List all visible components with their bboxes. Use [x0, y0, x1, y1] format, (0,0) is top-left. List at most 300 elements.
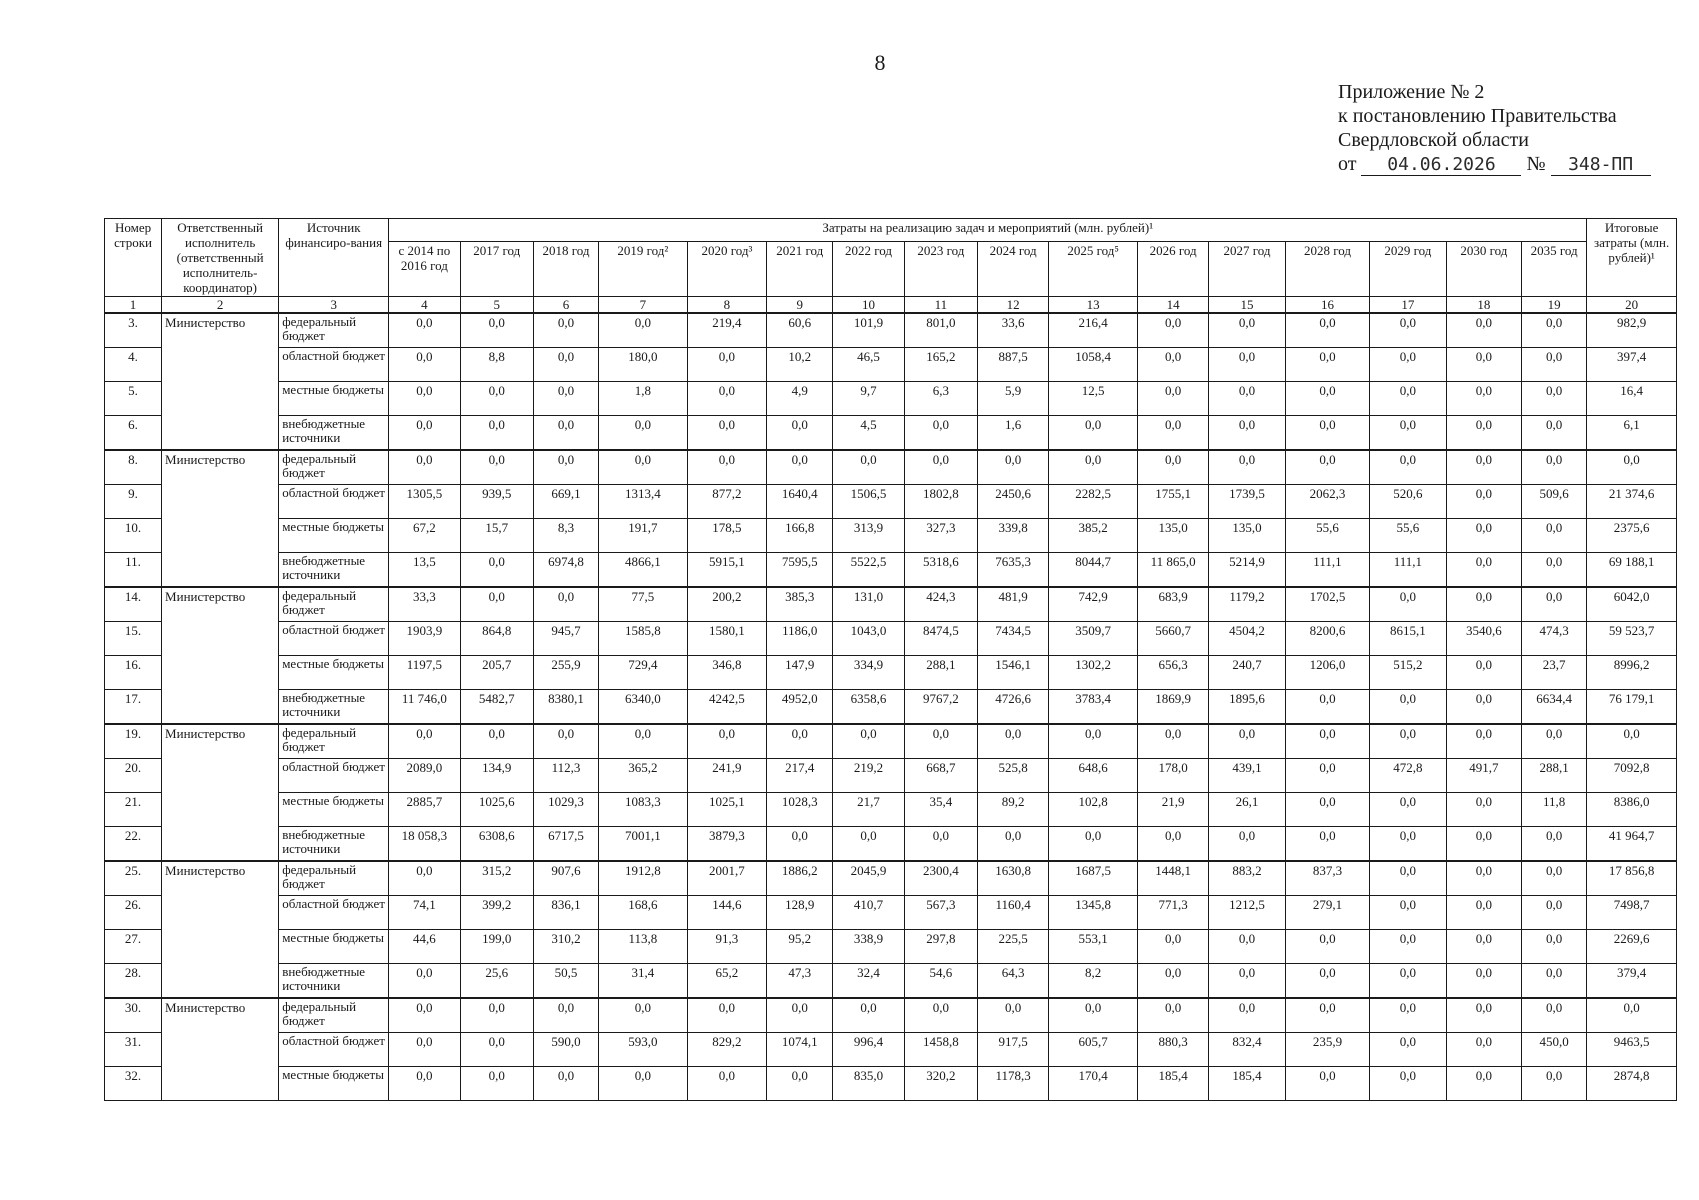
value-cell: 1025,6 [460, 793, 533, 827]
executor-cell: Министерство [162, 450, 279, 587]
value-cell: 180,0 [599, 348, 688, 382]
column-number: 2 [162, 297, 279, 314]
value-cell: 135,0 [1137, 519, 1208, 553]
value-cell: 77,5 [599, 587, 688, 622]
value-cell: 33,6 [978, 313, 1049, 348]
value-cell: 6634,4 [1522, 690, 1587, 725]
value-cell: 23,7 [1522, 656, 1587, 690]
header-total: Итоговые затраты (млн. рублей)¹ [1587, 219, 1677, 297]
header-year: 2019 год² [599, 242, 688, 297]
value-cell: 178,5 [687, 519, 766, 553]
value-cell: 240,7 [1209, 656, 1285, 690]
value-cell: 0,0 [389, 1067, 460, 1101]
value-cell: 0,0 [1049, 827, 1138, 862]
value-cell: 0,0 [389, 416, 460, 451]
value-cell: 205,7 [460, 656, 533, 690]
value-cell: 0,0 [533, 313, 598, 348]
value-cell: 4504,2 [1209, 622, 1285, 656]
value-cell: 0,0 [1446, 485, 1521, 519]
table-row [105, 964, 1677, 999]
header-year: 2028 год [1285, 242, 1370, 297]
source-cell: областной бюджет [279, 1033, 389, 1067]
value-cell: 0,0 [978, 450, 1049, 485]
cost-table [104, 218, 1677, 1101]
total-cell: 16,4 [1587, 382, 1677, 416]
value-cell: 1640,4 [767, 485, 833, 519]
value-cell: 0,0 [1209, 827, 1285, 862]
total-cell: 7092,8 [1587, 759, 1677, 793]
value-cell: 491,7 [1446, 759, 1521, 793]
value-cell: 0,0 [1370, 348, 1446, 382]
value-cell: 0,0 [1137, 382, 1208, 416]
table-row [105, 416, 1677, 451]
column-number: 9 [767, 297, 833, 314]
row-number-cell: 30. [105, 998, 162, 1033]
value-cell: 1074,1 [767, 1033, 833, 1067]
value-cell: 0,0 [1446, 1033, 1521, 1067]
header-year: 2022 год [833, 242, 904, 297]
value-cell: 5660,7 [1137, 622, 1208, 656]
header-year: 2025 год⁵ [1049, 242, 1138, 297]
source-cell: областной бюджет [279, 485, 389, 519]
value-cell: 424,3 [904, 587, 977, 622]
value-cell: 0,0 [1370, 724, 1446, 759]
row-number-cell: 6. [105, 416, 162, 451]
column-number: 14 [1137, 297, 1208, 314]
value-cell: 0,0 [1522, 382, 1587, 416]
table-row [105, 1033, 1677, 1067]
value-cell: 11 865,0 [1137, 553, 1208, 588]
total-cell: 9463,5 [1587, 1033, 1677, 1067]
total-cell: 0,0 [1587, 724, 1677, 759]
value-cell: 525,8 [978, 759, 1049, 793]
value-cell: 185,4 [1137, 1067, 1208, 1101]
value-cell: 0,0 [1522, 998, 1587, 1033]
value-cell: 144,6 [687, 896, 766, 930]
value-cell: 0,0 [599, 313, 688, 348]
column-number: 15 [1209, 297, 1285, 314]
value-cell: 0,0 [1285, 998, 1370, 1033]
header-year: 2035 год [1522, 242, 1587, 297]
value-cell: 102,8 [1049, 793, 1138, 827]
value-cell: 439,1 [1209, 759, 1285, 793]
value-cell: 8474,5 [904, 622, 977, 656]
row-number-cell: 5. [105, 382, 162, 416]
value-cell: 0,0 [460, 998, 533, 1033]
value-cell: 0,0 [1446, 382, 1521, 416]
total-cell: 0,0 [1587, 450, 1677, 485]
value-cell: 338,9 [833, 930, 904, 964]
value-cell: 297,8 [904, 930, 977, 964]
value-cell: 3509,7 [1049, 622, 1138, 656]
value-cell: 0,0 [1370, 313, 1446, 348]
value-cell: 0,0 [1285, 416, 1370, 451]
value-cell: 1630,8 [978, 861, 1049, 896]
value-cell: 0,0 [460, 450, 533, 485]
header-source: Источник финансиро-вания [279, 219, 389, 297]
value-cell: 864,8 [460, 622, 533, 656]
total-cell: 8386,0 [1587, 793, 1677, 827]
value-cell: 2062,3 [1285, 485, 1370, 519]
table-row [105, 382, 1677, 416]
value-cell: 917,5 [978, 1033, 1049, 1067]
value-cell: 4726,6 [978, 690, 1049, 725]
value-cell: 0,0 [1209, 998, 1285, 1033]
value-cell: 1212,5 [1209, 896, 1285, 930]
value-cell: 3540,6 [1446, 622, 1521, 656]
value-cell: 26,1 [1209, 793, 1285, 827]
total-cell: 69 188,1 [1587, 553, 1677, 588]
value-cell: 0,0 [1446, 690, 1521, 725]
value-cell: 0,0 [389, 450, 460, 485]
row-number-cell: 11. [105, 553, 162, 588]
value-cell: 288,1 [1522, 759, 1587, 793]
decree-date: 04.06.2026 [1361, 155, 1521, 176]
value-cell: 0,0 [1137, 348, 1208, 382]
value-cell: 4952,0 [767, 690, 833, 725]
source-cell: местные бюджеты [279, 930, 389, 964]
header-costs: Затраты на реализацию задач и мероприятий (млн. рублей)¹ [389, 219, 1587, 242]
value-cell: 1585,8 [599, 622, 688, 656]
value-cell: 15,7 [460, 519, 533, 553]
value-cell: 128,9 [767, 896, 833, 930]
value-cell: 0,0 [389, 348, 460, 382]
source-cell: внебюджетные источники [279, 964, 389, 999]
value-cell: 2885,7 [389, 793, 460, 827]
value-cell: 1029,3 [533, 793, 598, 827]
column-number: 20 [1587, 297, 1677, 314]
value-cell: 219,4 [687, 313, 766, 348]
value-cell: 0,0 [1446, 964, 1521, 999]
table-row [105, 724, 1677, 759]
value-cell: 0,0 [599, 450, 688, 485]
row-number-cell: 15. [105, 622, 162, 656]
value-cell: 235,9 [1285, 1033, 1370, 1067]
source-cell: внебюджетные источники [279, 690, 389, 725]
table-row [105, 930, 1677, 964]
value-cell: 101,9 [833, 313, 904, 348]
value-cell: 320,2 [904, 1067, 977, 1101]
row-number-cell: 4. [105, 348, 162, 382]
source-cell: федеральный бюджет [279, 861, 389, 896]
value-cell: 0,0 [1209, 724, 1285, 759]
executor-cell: Министерство [162, 724, 279, 861]
from-label: от [1338, 153, 1357, 175]
value-cell: 1197,5 [389, 656, 460, 690]
value-cell: 11 746,0 [389, 690, 460, 725]
value-cell: 0,0 [1370, 827, 1446, 862]
value-cell: 0,0 [687, 382, 766, 416]
value-cell: 0,0 [1446, 896, 1521, 930]
value-cell: 1028,3 [767, 793, 833, 827]
value-cell: 0,0 [1137, 964, 1208, 999]
value-cell: 0,0 [533, 724, 598, 759]
value-cell: 4866,1 [599, 553, 688, 588]
value-cell: 996,4 [833, 1033, 904, 1067]
value-cell: 1313,4 [599, 485, 688, 519]
total-cell: 7498,7 [1587, 896, 1677, 930]
value-cell: 0,0 [1522, 348, 1587, 382]
row-number-cell: 27. [105, 930, 162, 964]
value-cell: 474,3 [1522, 622, 1587, 656]
value-cell: 801,0 [904, 313, 977, 348]
value-cell: 0,0 [1522, 519, 1587, 553]
value-cell: 1160,4 [978, 896, 1049, 930]
value-cell: 0,0 [1446, 348, 1521, 382]
value-cell: 18 058,3 [389, 827, 460, 862]
total-cell: 8996,2 [1587, 656, 1677, 690]
value-cell: 279,1 [1285, 896, 1370, 930]
value-cell: 310,2 [533, 930, 598, 964]
value-cell: 0,0 [1522, 964, 1587, 999]
value-cell: 65,2 [687, 964, 766, 999]
value-cell: 0,0 [1446, 1067, 1521, 1101]
value-cell: 0,0 [1446, 416, 1521, 451]
value-cell: 0,0 [904, 998, 977, 1033]
value-cell: 21,7 [833, 793, 904, 827]
value-cell: 0,0 [1137, 313, 1208, 348]
value-cell: 255,9 [533, 656, 598, 690]
value-cell: 0,0 [978, 827, 1049, 862]
total-cell: 0,0 [1587, 998, 1677, 1033]
value-cell: 0,0 [1522, 896, 1587, 930]
header-row-number: Номер строки [105, 219, 162, 297]
value-cell: 1025,1 [687, 793, 766, 827]
value-cell: 0,0 [767, 416, 833, 451]
value-cell: 3783,4 [1049, 690, 1138, 725]
value-cell: 7635,3 [978, 553, 1049, 588]
value-cell: 315,2 [460, 861, 533, 896]
value-cell: 0,0 [687, 416, 766, 451]
value-cell: 1448,1 [1137, 861, 1208, 896]
total-cell: 6,1 [1587, 416, 1677, 451]
value-cell: 0,0 [599, 416, 688, 451]
value-cell: 0,0 [1446, 313, 1521, 348]
value-cell: 0,0 [1446, 587, 1521, 622]
column-number: 17 [1370, 297, 1446, 314]
row-number-cell: 10. [105, 519, 162, 553]
value-cell: 0,0 [460, 1033, 533, 1067]
header-year: 2027 год [1209, 242, 1285, 297]
value-cell: 1302,2 [1049, 656, 1138, 690]
value-cell: 47,3 [767, 964, 833, 999]
total-cell: 21 374,6 [1587, 485, 1677, 519]
value-cell: 346,8 [687, 656, 766, 690]
row-number-cell: 25. [105, 861, 162, 896]
value-cell: 134,9 [460, 759, 533, 793]
value-cell: 8,3 [533, 519, 598, 553]
value-cell: 0,0 [1370, 964, 1446, 999]
value-cell: 0,0 [1137, 998, 1208, 1033]
value-cell: 64,3 [978, 964, 1049, 999]
column-number: 8 [687, 297, 766, 314]
value-cell: 0,0 [687, 724, 766, 759]
value-cell: 605,7 [1049, 1033, 1138, 1067]
value-cell: 0,0 [1285, 964, 1370, 999]
value-cell: 5318,6 [904, 553, 977, 588]
value-cell: 5915,1 [687, 553, 766, 588]
value-cell: 4242,5 [687, 690, 766, 725]
value-cell: 191,7 [599, 519, 688, 553]
table-row [105, 1067, 1677, 1101]
value-cell: 1083,3 [599, 793, 688, 827]
value-cell: 135,0 [1209, 519, 1285, 553]
value-cell: 0,0 [1446, 930, 1521, 964]
value-cell: 0,0 [1137, 416, 1208, 451]
value-cell: 1043,0 [833, 622, 904, 656]
value-cell: 907,6 [533, 861, 598, 896]
value-cell: 1755,1 [1137, 485, 1208, 519]
value-cell: 0,0 [687, 450, 766, 485]
value-cell: 0,0 [1285, 450, 1370, 485]
value-cell: 5,9 [978, 382, 1049, 416]
value-cell: 313,9 [833, 519, 904, 553]
value-cell: 0,0 [1137, 827, 1208, 862]
row-number-cell: 3. [105, 313, 162, 348]
source-cell: областной бюджет [279, 896, 389, 930]
table-row [105, 622, 1677, 656]
total-cell: 982,9 [1587, 313, 1677, 348]
value-cell: 6974,8 [533, 553, 598, 588]
value-cell: 168,6 [599, 896, 688, 930]
table-header [105, 219, 1677, 314]
header-year: 2030 год [1446, 242, 1521, 297]
row-number-cell: 22. [105, 827, 162, 862]
value-cell: 835,0 [833, 1067, 904, 1101]
executor-cell: Министерство [162, 587, 279, 724]
value-cell: 0,0 [767, 724, 833, 759]
total-cell: 2874,8 [1587, 1067, 1677, 1101]
value-cell: 1869,9 [1137, 690, 1208, 725]
value-cell: 0,0 [389, 313, 460, 348]
header-year: с 2014 по 2016 год [389, 242, 460, 297]
value-cell: 1178,3 [978, 1067, 1049, 1101]
value-cell: 0,0 [1522, 827, 1587, 862]
value-cell: 481,9 [978, 587, 1049, 622]
value-cell: 21,9 [1137, 793, 1208, 827]
value-cell: 1802,8 [904, 485, 977, 519]
value-cell: 1,8 [599, 382, 688, 416]
value-cell: 1305,5 [389, 485, 460, 519]
value-cell: 0,0 [1285, 930, 1370, 964]
value-cell: 165,2 [904, 348, 977, 382]
value-cell: 0,0 [1522, 861, 1587, 896]
table-row [105, 313, 1677, 348]
value-cell: 166,8 [767, 519, 833, 553]
value-cell: 217,4 [767, 759, 833, 793]
value-cell: 1,6 [978, 416, 1049, 451]
header-year: 2018 год [533, 242, 598, 297]
value-cell: 50,5 [533, 964, 598, 999]
value-cell: 668,7 [904, 759, 977, 793]
table-row [105, 450, 1677, 485]
value-cell: 44,6 [389, 930, 460, 964]
value-cell: 0,0 [1446, 450, 1521, 485]
table-row [105, 348, 1677, 382]
value-cell: 33,3 [389, 587, 460, 622]
row-number-cell: 26. [105, 896, 162, 930]
column-number: 13 [1049, 297, 1138, 314]
value-cell: 0,0 [1209, 313, 1285, 348]
value-cell: 0,0 [1370, 450, 1446, 485]
source-cell: внебюджетные источники [279, 827, 389, 862]
value-cell: 0,0 [389, 382, 460, 416]
column-number: 4 [389, 297, 460, 314]
value-cell: 6,3 [904, 382, 977, 416]
value-cell: 0,0 [833, 827, 904, 862]
value-cell: 385,2 [1049, 519, 1138, 553]
value-cell: 0,0 [460, 724, 533, 759]
value-cell: 89,2 [978, 793, 1049, 827]
table-body [105, 313, 1677, 1101]
executor-cell: Министерство [162, 998, 279, 1101]
value-cell: 0,0 [978, 998, 1049, 1033]
column-number: 6 [533, 297, 598, 314]
total-cell: 17 856,8 [1587, 861, 1677, 896]
column-number: 11 [904, 297, 977, 314]
value-cell: 0,0 [1522, 450, 1587, 485]
value-cell: 0,0 [978, 724, 1049, 759]
total-cell: 2375,6 [1587, 519, 1677, 553]
table-row [105, 861, 1677, 896]
table-row [105, 998, 1677, 1033]
table-row [105, 759, 1677, 793]
value-cell: 648,6 [1049, 759, 1138, 793]
total-cell: 41 964,7 [1587, 827, 1677, 862]
source-cell: местные бюджеты [279, 793, 389, 827]
header-executor: Ответственный исполнитель (ответственный исполнитель-координатор) [162, 219, 279, 297]
value-cell: 836,1 [533, 896, 598, 930]
value-cell: 0,0 [460, 1067, 533, 1101]
row-number-cell: 16. [105, 656, 162, 690]
value-cell: 225,5 [978, 930, 1049, 964]
value-cell: 837,3 [1285, 861, 1370, 896]
value-cell: 0,0 [1370, 1067, 1446, 1101]
value-cell: 683,9 [1137, 587, 1208, 622]
value-cell: 520,6 [1370, 485, 1446, 519]
table-row [105, 793, 1677, 827]
value-cell: 0,0 [1370, 998, 1446, 1033]
value-cell: 0,0 [1446, 656, 1521, 690]
value-cell: 656,3 [1137, 656, 1208, 690]
value-cell: 0,0 [904, 827, 977, 862]
value-cell: 8380,1 [533, 690, 598, 725]
header-year: 2023 год [904, 242, 977, 297]
value-cell: 170,4 [1049, 1067, 1138, 1101]
value-cell: 880,3 [1137, 1033, 1208, 1067]
value-cell: 8200,6 [1285, 622, 1370, 656]
value-cell: 0,0 [1446, 519, 1521, 553]
value-cell: 0,0 [1370, 690, 1446, 725]
table-row [105, 553, 1677, 588]
value-cell: 365,2 [599, 759, 688, 793]
value-cell: 0,0 [533, 998, 598, 1033]
value-cell: 729,4 [599, 656, 688, 690]
row-number-cell: 8. [105, 450, 162, 485]
value-cell: 54,6 [904, 964, 977, 999]
value-cell: 0,0 [389, 1033, 460, 1067]
value-cell: 832,4 [1209, 1033, 1285, 1067]
value-cell: 1345,8 [1049, 896, 1138, 930]
value-cell: 0,0 [1285, 724, 1370, 759]
value-cell: 1895,6 [1209, 690, 1285, 725]
page-number: 8 [874, 50, 886, 75]
source-cell: федеральный бюджет [279, 450, 389, 485]
value-cell: 113,8 [599, 930, 688, 964]
value-cell: 0,0 [1446, 724, 1521, 759]
value-cell: 112,3 [533, 759, 598, 793]
value-cell: 0,0 [1370, 416, 1446, 451]
